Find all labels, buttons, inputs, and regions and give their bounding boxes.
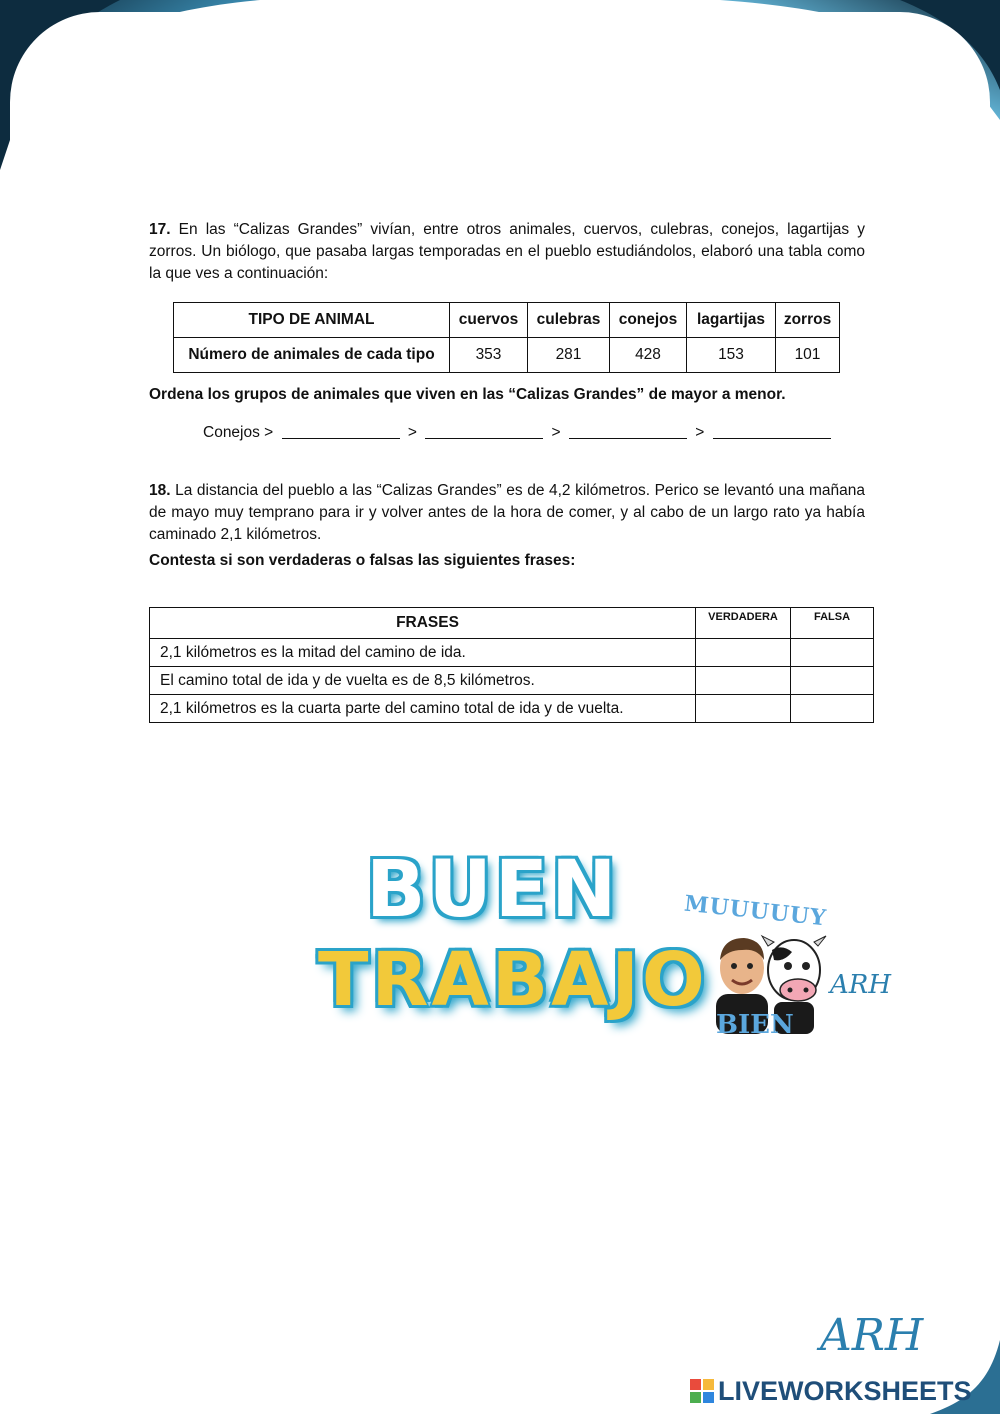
muy-text: MUUUUUY xyxy=(683,890,828,932)
order-blank-1[interactable] xyxy=(282,424,400,439)
muy-bien-sticker xyxy=(680,890,890,1050)
order-separator: > xyxy=(551,424,561,441)
order-start-label: Conejos > xyxy=(203,424,274,441)
animal-name-cell: conejos xyxy=(610,303,687,338)
falsa-answer-cell[interactable] xyxy=(791,667,874,695)
liveworksheets-logo xyxy=(690,1376,990,1406)
verdadera-header: VERDADERA xyxy=(696,608,791,639)
bien-text: BIEN xyxy=(716,1010,794,1040)
true-false-table xyxy=(149,607,874,723)
animal-name-cell: lagartijas xyxy=(687,303,776,338)
order-input-4[interactable] xyxy=(713,425,835,441)
falsa-header: FALSA xyxy=(791,608,874,639)
order-input-2[interactable] xyxy=(425,425,547,441)
trabajo-word: TRABAJO xyxy=(318,937,708,1023)
question-17-text: En las “Calizas Grandes” vivían, entre otros animales, cuervos, culebras, conejos, lagartijas y zorros. Un biólogo, que pasaba largas temporadas en el pueblo estudiándolos, elaboró una tabla como la que ves a continuación: xyxy=(149,221,865,282)
falsa-answer-cell[interactable] xyxy=(791,695,874,723)
question-18-text: La distancia del pueblo a las “Calizas Grandes” es de 4,2 kilómetros. Perico se levantó una mañana de mayo muy temprano para ir y volver antes de la hora de comer, y al cabo de un largo rato ya había caminado 2,1 kilómetros. xyxy=(149,482,865,543)
animal-table-count-row xyxy=(174,338,840,373)
true-false-row xyxy=(150,695,874,723)
animal-count-cell: 353 xyxy=(450,338,528,373)
true-false-row xyxy=(150,667,874,695)
animal-name-cell: cuervos xyxy=(450,303,528,338)
signature-footer: ARH xyxy=(820,1310,924,1361)
order-separator: > xyxy=(407,424,417,441)
liveworksheets-badge-icon xyxy=(690,1379,714,1403)
animal-count-cell: 101 xyxy=(776,338,840,373)
question-18-number: 18. xyxy=(149,482,171,499)
liveworksheets-brand: LIVEWORKSHEETS xyxy=(718,1376,972,1406)
animal-count-cell: 153 xyxy=(687,338,776,373)
order-instruction: Ordena los grupos de animales que viven en las “Calizas Grandes” de mayor a menor. xyxy=(149,386,786,403)
buen-word: BUEN xyxy=(366,845,620,935)
order-input-1[interactable] xyxy=(282,425,404,441)
order-answer-line xyxy=(203,424,835,442)
animal-count-label: Número de animales de cada tipo xyxy=(174,338,450,373)
order-blank-3[interactable] xyxy=(569,424,687,439)
verdadera-answer-cell[interactable] xyxy=(696,639,791,667)
falsa-answer-cell[interactable] xyxy=(791,639,874,667)
buen-trabajo-graphic xyxy=(318,845,708,1045)
question-17-number: 17. xyxy=(149,221,171,238)
animal-count-cell: 428 xyxy=(610,338,687,373)
signature-small: ARH xyxy=(830,970,892,1000)
order-input-3[interactable] xyxy=(569,425,691,441)
verdadera-answer-cell[interactable] xyxy=(696,667,791,695)
animal-type-header: TIPO DE ANIMAL xyxy=(174,303,450,338)
animal-count-cell: 281 xyxy=(528,338,610,373)
animal-name-cell: culebras xyxy=(528,303,610,338)
verdadera-answer-cell[interactable] xyxy=(696,695,791,723)
true-false-header-row xyxy=(150,608,874,639)
animal-table-header-row xyxy=(174,303,840,338)
question-18 xyxy=(149,480,865,546)
animal-count-table xyxy=(173,302,840,373)
statement-cell: 2,1 kilómetros es la mitad del camino de ida. xyxy=(150,639,696,667)
order-blank-2[interactable] xyxy=(425,424,543,439)
order-separator: > xyxy=(695,424,705,441)
statement-cell: 2,1 kilómetros es la cuarta parte del camino total de ida y de vuelta. xyxy=(150,695,696,723)
question-17 xyxy=(149,219,865,285)
statement-cell: El camino total de ida y de vuelta es de 8,5 kilómetros. xyxy=(150,667,696,695)
true-false-instruction: Contesta si son verdaderas o falsas las siguientes frases: xyxy=(149,552,576,569)
order-blank-4[interactable] xyxy=(713,424,831,439)
frases-header: FRASES xyxy=(150,608,696,639)
animal-name-cell: zorros xyxy=(776,303,840,338)
true-false-row xyxy=(150,639,874,667)
